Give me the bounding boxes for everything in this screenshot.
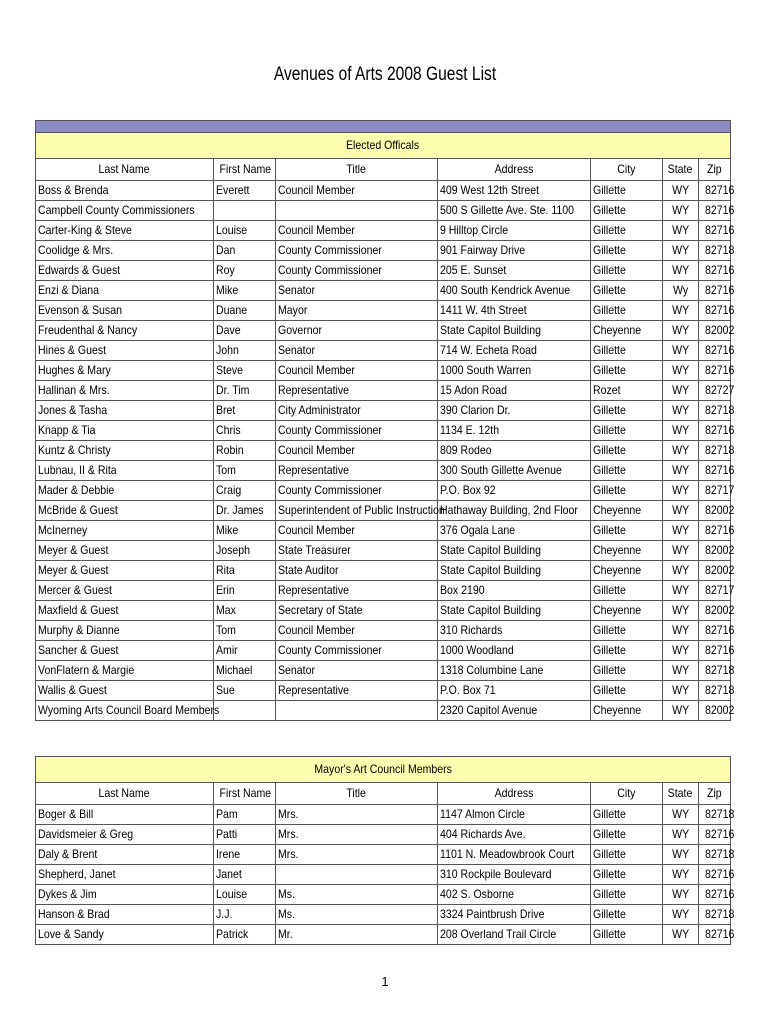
cell-last-name: Hanson & Brad xyxy=(36,905,214,925)
cell-state: WY xyxy=(663,321,699,341)
cell-zip: 82718 xyxy=(699,401,731,421)
cell-address: 500 S Gillette Ave. Ste. 1100 xyxy=(438,201,591,221)
cell-title: Council Member xyxy=(276,441,438,461)
cell-first-name: Sue xyxy=(214,681,276,701)
cell-city: Cheyenne xyxy=(591,701,663,721)
cell-first-name: Roy xyxy=(214,261,276,281)
cell-state: WY xyxy=(663,341,699,361)
cell-first-name: Tom xyxy=(214,461,276,481)
table-row xyxy=(36,241,731,261)
cell-title: Mrs. xyxy=(276,845,438,865)
cell-title: Governor xyxy=(276,321,438,341)
cell-state: WY xyxy=(663,805,699,825)
cell-state: WY xyxy=(663,681,699,701)
cell-title xyxy=(276,701,438,721)
cell-zip: 82716 xyxy=(699,641,731,661)
cell-last-name: Hughes & Mary xyxy=(36,361,214,381)
cell-address: P.O. Box 92 xyxy=(438,481,591,501)
cell-title: Mayor xyxy=(276,301,438,321)
cell-zip: 82716 xyxy=(699,361,731,381)
cell-first-name: Mike xyxy=(214,521,276,541)
cell-address: Hathaway Building, 2nd Floor xyxy=(438,501,591,521)
cell-first-name: Dan xyxy=(214,241,276,261)
table-row xyxy=(36,341,731,361)
cell-last-name: Boger & Bill xyxy=(36,805,214,825)
column-header-address: Address xyxy=(438,783,591,805)
cell-title: Council Member xyxy=(276,221,438,241)
column-header-first-name: First Name xyxy=(214,783,276,805)
cell-first-name: Steve xyxy=(214,361,276,381)
cell-last-name: Campbell County Commissioners xyxy=(36,201,214,221)
cell-state: WY xyxy=(663,825,699,845)
cell-address: 1318 Columbine Lane xyxy=(438,661,591,681)
cell-state: WY xyxy=(663,381,699,401)
cell-city: Gillette xyxy=(591,401,663,421)
cell-state: WY xyxy=(663,481,699,501)
section-title: Mayor's Art Council Members xyxy=(314,762,452,776)
cell-city: Gillette xyxy=(591,221,663,241)
cell-state: WY xyxy=(663,865,699,885)
cell-state: Wy xyxy=(663,281,699,301)
cell-address: 400 South Kendrick Avenue xyxy=(438,281,591,301)
cell-first-name: Chris xyxy=(214,421,276,441)
cell-address: State Capitol Building xyxy=(438,541,591,561)
cell-first-name: Tom xyxy=(214,621,276,641)
table-row xyxy=(36,481,731,501)
cell-last-name: Coolidge & Mrs. xyxy=(36,241,214,261)
cell-first-name: Patti xyxy=(214,825,276,845)
cell-first-name: Robin xyxy=(214,441,276,461)
table-row xyxy=(36,561,731,581)
cell-first-name: Erin xyxy=(214,581,276,601)
cell-state: WY xyxy=(663,241,699,261)
cell-city: Gillette xyxy=(591,341,663,361)
cell-address: Box 2190 xyxy=(438,581,591,601)
cell-city: Cheyenne xyxy=(591,561,663,581)
column-header-title: Title xyxy=(276,159,438,181)
cell-last-name: Meyer & Guest xyxy=(36,541,214,561)
cell-zip: 82002 xyxy=(699,561,731,581)
cell-zip: 82716 xyxy=(699,521,731,541)
cell-title: County Commissioner xyxy=(276,641,438,661)
cell-address: 809 Rodeo xyxy=(438,441,591,461)
cell-zip: 82716 xyxy=(699,925,731,945)
table-row xyxy=(36,261,731,281)
column-header-state: State xyxy=(663,159,699,181)
cell-last-name: Meyer & Guest xyxy=(36,561,214,581)
cell-zip: 82716 xyxy=(699,461,731,481)
cell-state: WY xyxy=(663,181,699,201)
cell-address: 310 Rockpile Boulevard xyxy=(438,865,591,885)
cell-last-name: Maxfield & Guest xyxy=(36,601,214,621)
cell-zip: 82718 xyxy=(699,905,731,925)
cell-title: County Commissioner xyxy=(276,261,438,281)
mayors-art-council-table xyxy=(35,756,735,945)
cell-city: Gillette xyxy=(591,925,663,945)
cell-zip: 82716 xyxy=(699,341,731,361)
cell-first-name: Dr. James xyxy=(214,501,276,521)
cell-last-name: Hallinan & Mrs. xyxy=(36,381,214,401)
column-header-first-name: First Name xyxy=(214,159,276,181)
cell-first-name: Pam xyxy=(214,805,276,825)
column-header-address: Address xyxy=(438,159,591,181)
cell-first-name: John xyxy=(214,341,276,361)
cell-city: Gillette xyxy=(591,825,663,845)
cell-last-name: Carter-King & Steve xyxy=(36,221,214,241)
table-row xyxy=(36,401,731,421)
cell-city: Gillette xyxy=(591,461,663,481)
cell-title: Council Member xyxy=(276,361,438,381)
cell-last-name: Dykes & Jim xyxy=(36,885,214,905)
cell-address: 1101 N. Meadowbrook Court xyxy=(438,845,591,865)
cell-first-name: Craig xyxy=(214,481,276,501)
cell-title: State Auditor xyxy=(276,561,438,581)
cell-state: WY xyxy=(663,261,699,281)
cell-first-name: Everett xyxy=(214,181,276,201)
cell-state: WY xyxy=(663,461,699,481)
cell-state: WY xyxy=(663,561,699,581)
cell-first-name xyxy=(214,201,276,221)
cell-first-name: Mike xyxy=(214,281,276,301)
table-row xyxy=(36,201,731,221)
cell-state: WY xyxy=(663,541,699,561)
column-header-state: State xyxy=(663,783,699,805)
cell-last-name: Murphy & Dianne xyxy=(36,621,214,641)
cell-city: Gillette xyxy=(591,521,663,541)
cell-address: 404 Richards Ave. xyxy=(438,825,591,845)
cell-last-name: McInerney xyxy=(36,521,214,541)
cell-title: Representative xyxy=(276,461,438,481)
cell-state: WY xyxy=(663,845,699,865)
table-row xyxy=(36,661,731,681)
cell-first-name: Louise xyxy=(214,885,276,905)
cell-city: Gillette xyxy=(591,281,663,301)
page-number: 1 xyxy=(381,974,389,989)
cell-address: State Capitol Building xyxy=(438,321,591,341)
cell-city: Gillette xyxy=(591,301,663,321)
cell-city: Gillette xyxy=(591,181,663,201)
cell-city: Gillette xyxy=(591,201,663,221)
cell-last-name: Boss & Brenda xyxy=(36,181,214,201)
cell-last-name: Hines & Guest xyxy=(36,341,214,361)
cell-city: Gillette xyxy=(591,581,663,601)
cell-first-name xyxy=(214,701,276,721)
cell-city: Gillette xyxy=(591,865,663,885)
cell-city: Cheyenne xyxy=(591,321,663,341)
cell-address: 901 Fairway Drive xyxy=(438,241,591,261)
cell-zip: 82716 xyxy=(699,261,731,281)
table-row xyxy=(36,281,731,301)
section-divider-bar xyxy=(36,121,731,133)
cell-zip: 82718 xyxy=(699,441,731,461)
table-row xyxy=(36,361,731,381)
cell-zip: 82718 xyxy=(699,805,731,825)
cell-title: Senator xyxy=(276,341,438,361)
cell-title: County Commissioner xyxy=(276,241,438,261)
cell-title xyxy=(276,865,438,885)
table-row xyxy=(36,681,731,701)
cell-last-name: Enzi & Diana xyxy=(36,281,214,301)
cell-state: WY xyxy=(663,701,699,721)
cell-title: Senator xyxy=(276,661,438,681)
cell-zip: 82716 xyxy=(699,885,731,905)
cell-last-name: VonFlatern & Margie xyxy=(36,661,214,681)
cell-zip: 82002 xyxy=(699,321,731,341)
cell-first-name: Patrick xyxy=(214,925,276,945)
cell-address: 2320 Capitol Avenue xyxy=(438,701,591,721)
column-header-last-name: Last Name xyxy=(36,159,214,181)
cell-city: Gillette xyxy=(591,361,663,381)
cell-state: WY xyxy=(663,521,699,541)
cell-address: 1000 Woodland xyxy=(438,641,591,661)
cell-city: Gillette xyxy=(591,905,663,925)
table-row xyxy=(36,501,731,521)
cell-state: WY xyxy=(663,601,699,621)
cell-first-name: Bret xyxy=(214,401,276,421)
table-row xyxy=(36,181,731,201)
table-row xyxy=(36,421,731,441)
cell-state: WY xyxy=(663,361,699,381)
cell-city: Cheyenne xyxy=(591,501,663,521)
cell-state: WY xyxy=(663,221,699,241)
cell-last-name: Love & Sandy xyxy=(36,925,214,945)
cell-title: Representative xyxy=(276,581,438,601)
cell-address: 1000 South Warren xyxy=(438,361,591,381)
cell-zip: 82002 xyxy=(699,601,731,621)
cell-address: 205 E. Sunset xyxy=(438,261,591,281)
cell-state: WY xyxy=(663,501,699,521)
table-row xyxy=(36,825,731,845)
cell-title: County Commissioner xyxy=(276,481,438,501)
cell-first-name: Duane xyxy=(214,301,276,321)
cell-state: WY xyxy=(663,201,699,221)
cell-address: 376 Ogala Lane xyxy=(438,521,591,541)
cell-city: Gillette xyxy=(591,805,663,825)
cell-last-name: Freudenthal & Nancy xyxy=(36,321,214,341)
cell-state: WY xyxy=(663,661,699,681)
cell-title: Mr. xyxy=(276,925,438,945)
cell-title: Mrs. xyxy=(276,825,438,845)
table-row xyxy=(36,461,731,481)
table-row xyxy=(36,885,731,905)
cell-last-name: Kuntz & Christy xyxy=(36,441,214,461)
column-header-row xyxy=(36,783,731,805)
cell-address: 714 W. Echeta Road xyxy=(438,341,591,361)
cell-state: WY xyxy=(663,621,699,641)
cell-state: WY xyxy=(663,905,699,925)
cell-city: Gillette xyxy=(591,421,663,441)
table-row xyxy=(36,381,731,401)
cell-city: Gillette xyxy=(591,241,663,261)
cell-last-name: Jones & Tasha xyxy=(36,401,214,421)
cell-zip: 82716 xyxy=(699,621,731,641)
cell-zip: 82002 xyxy=(699,701,731,721)
cell-city: Gillette xyxy=(591,845,663,865)
table-row xyxy=(36,541,731,561)
cell-last-name: Evenson & Susan xyxy=(36,301,214,321)
section-title-row xyxy=(36,133,731,159)
cell-zip: 82718 xyxy=(699,681,731,701)
cell-title: Representative xyxy=(276,681,438,701)
cell-title: Mrs. xyxy=(276,805,438,825)
cell-address: 1134 E. 12th xyxy=(438,421,591,441)
cell-last-name: Mercer & Guest xyxy=(36,581,214,601)
cell-address: 1147 Almon Circle xyxy=(438,805,591,825)
cell-title: Council Member xyxy=(276,621,438,641)
table-row xyxy=(36,641,731,661)
page-title: Avenues of Arts 2008 Guest List xyxy=(273,64,497,85)
table-row xyxy=(36,805,731,825)
cell-title: Council Member xyxy=(276,521,438,541)
cell-address: 390 Clarion Dr. xyxy=(438,401,591,421)
cell-zip: 82727 xyxy=(699,381,731,401)
cell-state: WY xyxy=(663,885,699,905)
table-row xyxy=(36,301,731,321)
section-title: Elected Officals xyxy=(346,138,420,152)
table-row xyxy=(36,905,731,925)
cell-last-name: Wallis & Guest xyxy=(36,681,214,701)
cell-title: Superintendent of Public Instruction xyxy=(276,501,438,521)
table-row xyxy=(36,701,731,721)
cell-city: Gillette xyxy=(591,641,663,661)
cell-address: State Capitol Building xyxy=(438,561,591,581)
cell-last-name: Shepherd, Janet xyxy=(36,865,214,885)
table-row xyxy=(36,521,731,541)
table-row xyxy=(36,221,731,241)
cell-address: 409 West 12th Street xyxy=(438,181,591,201)
column-header-last-name: Last Name xyxy=(36,783,214,805)
cell-last-name: McBride & Guest xyxy=(36,501,214,521)
cell-address: 402 S. Osborne xyxy=(438,885,591,905)
cell-first-name: Dr. Tim xyxy=(214,381,276,401)
cell-address: State Capitol Building xyxy=(438,601,591,621)
cell-city: Gillette xyxy=(591,261,663,281)
table-row xyxy=(36,441,731,461)
cell-zip: 82716 xyxy=(699,281,731,301)
column-header-zip: Zip xyxy=(699,159,731,181)
cell-zip: 82716 xyxy=(699,201,731,221)
cell-last-name: Mader & Debbie xyxy=(36,481,214,501)
cell-address: P.O. Box 71 xyxy=(438,681,591,701)
column-header-zip: Zip xyxy=(699,783,731,805)
cell-title: Representative xyxy=(276,381,438,401)
elected-officials-table xyxy=(35,120,735,721)
cell-zip: 82716 xyxy=(699,825,731,845)
cell-first-name: Michael xyxy=(214,661,276,681)
cell-zip: 82002 xyxy=(699,501,731,521)
cell-first-name: Janet xyxy=(214,865,276,885)
cell-address: 3324 Paintbrush Drive xyxy=(438,905,591,925)
cell-state: WY xyxy=(663,301,699,321)
cell-first-name: Louise xyxy=(214,221,276,241)
section-title-row xyxy=(36,757,731,783)
cell-last-name: Wyoming Arts Council Board Members xyxy=(36,701,214,721)
cell-city: Gillette xyxy=(591,661,663,681)
cell-state: WY xyxy=(663,441,699,461)
cell-title xyxy=(276,201,438,221)
table-row xyxy=(36,925,731,945)
cell-last-name: Sancher & Guest xyxy=(36,641,214,661)
column-header-row xyxy=(36,159,731,181)
cell-first-name: Max xyxy=(214,601,276,621)
cell-first-name: Dave xyxy=(214,321,276,341)
cell-state: WY xyxy=(663,641,699,661)
table-row xyxy=(36,601,731,621)
cell-address: 1411 W. 4th Street xyxy=(438,301,591,321)
cell-city: Rozet xyxy=(591,381,663,401)
cell-zip: 82718 xyxy=(699,661,731,681)
cell-address: 15 Adon Road xyxy=(438,381,591,401)
cell-city: Cheyenne xyxy=(591,541,663,561)
cell-first-name: J.J. xyxy=(214,905,276,925)
column-header-city: City xyxy=(591,783,663,805)
table-row xyxy=(36,581,731,601)
cell-last-name: Daly & Brent xyxy=(36,845,214,865)
cell-zip: 82717 xyxy=(699,481,731,501)
cell-zip: 82716 xyxy=(699,221,731,241)
cell-zip: 82716 xyxy=(699,421,731,441)
cell-zip: 82718 xyxy=(699,845,731,865)
cell-state: WY xyxy=(663,581,699,601)
cell-city: Gillette xyxy=(591,621,663,641)
cell-title: Ms. xyxy=(276,885,438,905)
cell-title: Ms. xyxy=(276,905,438,925)
cell-title: Secretary of State xyxy=(276,601,438,621)
cell-first-name: Rita xyxy=(214,561,276,581)
cell-title: County Commissioner xyxy=(276,421,438,441)
cell-address: 300 South Gillette Avenue xyxy=(438,461,591,481)
cell-last-name: Edwards & Guest xyxy=(36,261,214,281)
cell-zip: 82716 xyxy=(699,865,731,885)
cell-title: City Administrator xyxy=(276,401,438,421)
cell-title: Council Member xyxy=(276,181,438,201)
cell-title: State Treasurer xyxy=(276,541,438,561)
cell-address: 208 Overland Trail Circle xyxy=(438,925,591,945)
column-header-city: City xyxy=(591,159,663,181)
cell-last-name: Knapp & Tia xyxy=(36,421,214,441)
cell-zip: 82716 xyxy=(699,181,731,201)
cell-city: Gillette xyxy=(591,441,663,461)
cell-first-name: Joseph xyxy=(214,541,276,561)
column-header-title: Title xyxy=(276,783,438,805)
cell-state: WY xyxy=(663,421,699,441)
cell-city: Gillette xyxy=(591,681,663,701)
cell-address: 310 Richards xyxy=(438,621,591,641)
cell-first-name: Irene xyxy=(214,845,276,865)
table-row xyxy=(36,621,731,641)
cell-zip: 82002 xyxy=(699,541,731,561)
cell-last-name: Davidsmeier & Greg xyxy=(36,825,214,845)
cell-zip: 82717 xyxy=(699,581,731,601)
cell-city: Cheyenne xyxy=(591,601,663,621)
cell-state: WY xyxy=(663,401,699,421)
table-row xyxy=(36,321,731,341)
cell-last-name: Lubnau, II & Rita xyxy=(36,461,214,481)
table-row xyxy=(36,845,731,865)
cell-first-name: Amir xyxy=(214,641,276,661)
cell-address: 9 Hilltop Circle xyxy=(438,221,591,241)
cell-city: Gillette xyxy=(591,481,663,501)
cell-city: Gillette xyxy=(591,885,663,905)
cell-state: WY xyxy=(663,925,699,945)
cell-title: Senator xyxy=(276,281,438,301)
cell-zip: 82716 xyxy=(699,301,731,321)
cell-zip: 82718 xyxy=(699,241,731,261)
table-row xyxy=(36,865,731,885)
